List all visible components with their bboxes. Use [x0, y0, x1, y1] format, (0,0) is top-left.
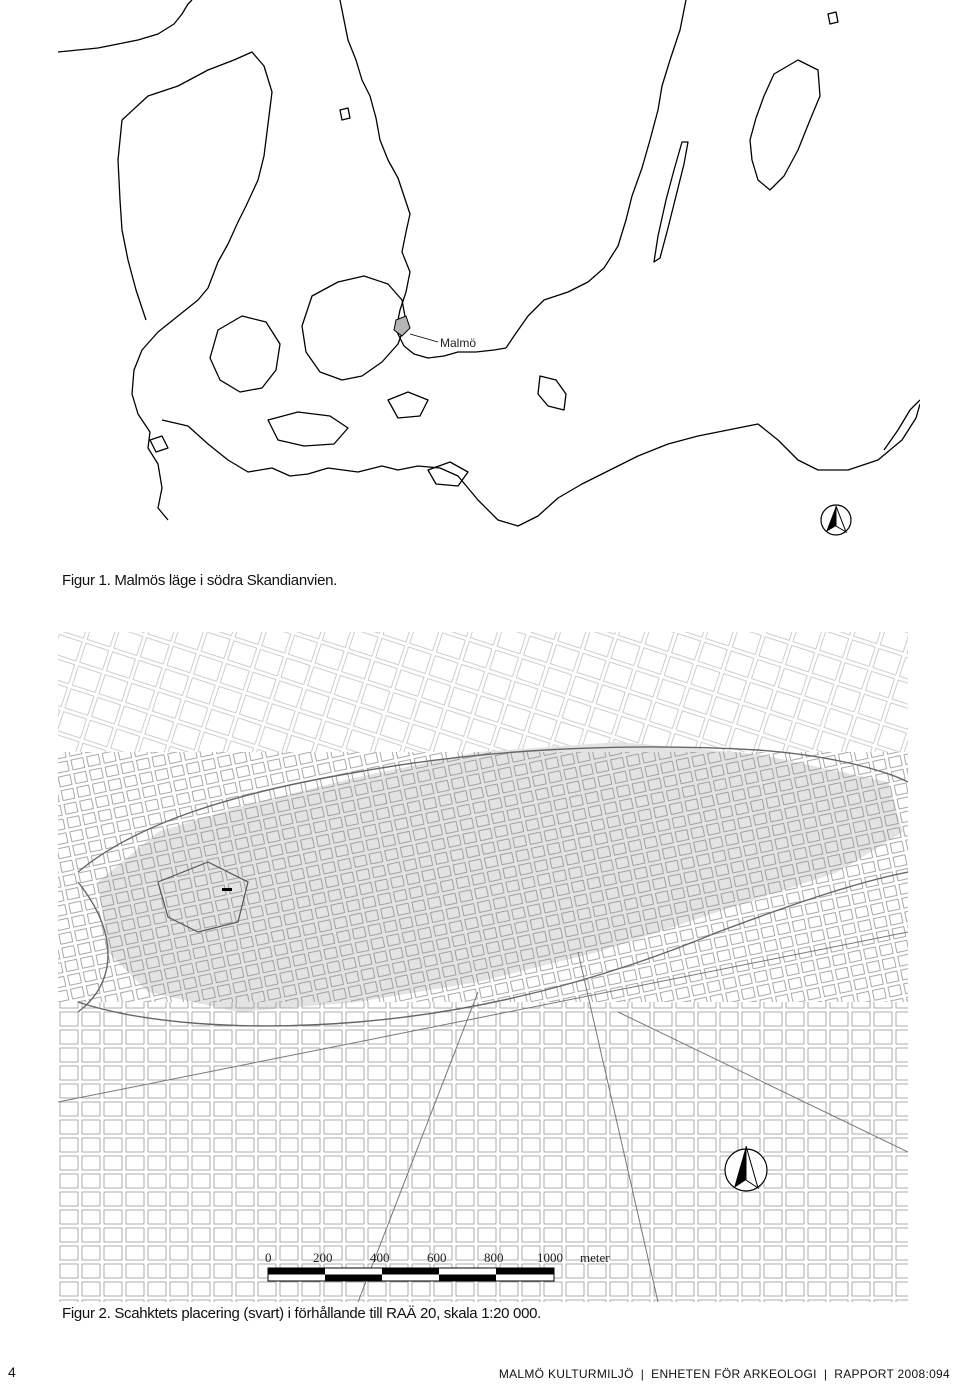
figure-2-caption: Figur 2. Scahktets placering (svart) i förhållande till RAÄ 20, skala 1:20 000.	[62, 1305, 542, 1322]
malmo-map-label: Malmö	[440, 336, 477, 350]
scale-tick-label: 1000	[537, 1250, 563, 1265]
scale-tick-label: 0	[265, 1250, 272, 1265]
scandinavia-map	[58, 0, 920, 548]
footer-report: RAPPORT 2008:094	[834, 1367, 950, 1381]
footer-separator: |	[640, 1367, 645, 1381]
footer-separator: |	[823, 1367, 828, 1381]
malmo-city-map	[58, 632, 908, 1302]
scale-tick-label: 600	[427, 1250, 447, 1265]
scale-tick-label: 400	[370, 1250, 390, 1265]
north-arrow-icon	[821, 505, 851, 535]
page-number: 4	[8, 1364, 16, 1380]
scale-bar	[268, 1268, 554, 1281]
scale-tick-label: 800	[484, 1250, 504, 1265]
footer-org: MALMÖ KULTURMILJÖ	[498, 1367, 634, 1381]
scale-tick-label: 200	[313, 1250, 333, 1265]
scale-unit-label: meter	[580, 1250, 610, 1265]
footer-unit: ENHETEN FÖR ARKEOLOGI	[651, 1367, 817, 1381]
page-footer	[499, 1367, 950, 1381]
figure-1-caption: Figur 1. Malmös läge i södra Skandianvien.	[62, 572, 338, 589]
